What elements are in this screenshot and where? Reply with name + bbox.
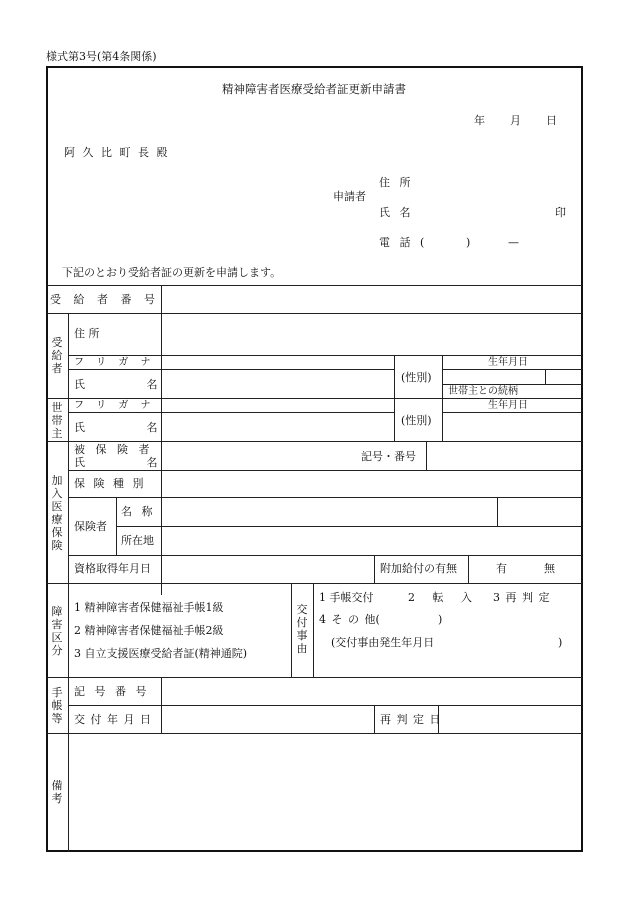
insurer-location-label: 所在地 [121, 534, 154, 547]
applicant-label: 申請者 [333, 190, 366, 203]
reason-date-label: (交付事由発生年月日 [331, 636, 435, 649]
householder-furigana-label: フ リ ガ ナ [74, 400, 151, 411]
phone-label: 電 話 ( [379, 236, 425, 249]
seal-mark: 印 [555, 206, 566, 219]
recipient-number-field[interactable] [162, 286, 582, 313]
rule [374, 705, 375, 733]
phone-close-paren: ) [466, 236, 471, 249]
rule [313, 583, 314, 677]
recipient-name-label: 氏 名 [74, 378, 158, 391]
recipient-birthdate-field[interactable] [443, 370, 582, 384]
householder-gender-label: (性別) [401, 414, 432, 427]
date-day-label: 日 [546, 114, 557, 127]
phone-dash: — [508, 236, 519, 249]
recipient-number-label: 受 給 者 番 号 [50, 293, 155, 306]
rule [116, 497, 117, 555]
reason-option-2[interactable]: 2 転 入 [408, 591, 472, 604]
insurer-name-field[interactable] [162, 498, 497, 526]
insured-label-line1: 被 保 険 者 [74, 443, 150, 456]
reason-option-4-close: ) [438, 613, 443, 626]
recipient-birthdate-label: 生年月日 [488, 357, 528, 368]
rule [291, 583, 292, 677]
issue-date-field[interactable] [162, 706, 374, 733]
insurer-label: 保険者 [74, 520, 107, 533]
insurance-type-label: 保 険 種 別 [74, 477, 144, 490]
rule [47, 583, 582, 584]
date-year-label: 年 [474, 114, 485, 127]
recipient-relation-label: 世帯主との続柄 [448, 386, 518, 397]
rejudge-date-label: 再 判 定 日 [380, 713, 441, 726]
reason-option-1[interactable]: 1 手帳交付 [319, 591, 374, 604]
qualified-date-field[interactable] [162, 556, 374, 583]
recipient-furigana-field[interactable] [162, 356, 394, 369]
option-yes[interactable]: 有 [496, 562, 507, 575]
rule [468, 555, 469, 583]
form-title: 精神障害者医療受給者証更新申請書 [222, 82, 406, 96]
householder-name-label: 氏 名 [74, 421, 158, 434]
applicant-address-label: 住 所 [379, 176, 411, 189]
householder-birthdate-field[interactable] [443, 413, 582, 441]
rule [497, 497, 498, 526]
qualified-date-label: 資格取得年月日 [74, 562, 151, 575]
reason-option-3[interactable]: 3 再 判 定 [493, 591, 550, 604]
handbook-number-field[interactable] [162, 678, 582, 705]
date-month-label: 月 [510, 114, 521, 127]
applicant-name-label: 氏 名 [379, 206, 411, 219]
insurance-symbol-number-field[interactable] [427, 442, 582, 470]
disability-option-3[interactable]: 3 自立支援医療受給者証(精神通院) [74, 647, 248, 660]
disability-option-1[interactable]: 1 精神障害者保健福祉手帳1級 [74, 601, 224, 614]
issue-reason-label: 交付事由 [296, 603, 308, 655]
recipient-furigana-label: フ リ ガ ナ [74, 357, 151, 368]
householder-furigana-field[interactable] [162, 399, 394, 412]
application-statement: 下記のとおり受給者証の更新を申請します。 [62, 266, 282, 279]
insurance-type-field[interactable] [162, 471, 582, 497]
recipient-group-label: 受給者 [51, 336, 63, 375]
addressee: 阿 久 比 町 長 殿 [64, 146, 168, 159]
rejudge-date-field[interactable] [439, 706, 582, 733]
recipient-address-label: 住 所 [74, 327, 100, 340]
handbook-number-label: 記 号 番 号 [74, 685, 147, 698]
remarks-field[interactable] [69, 734, 582, 851]
symbol-number-label: 記号・番号 [361, 450, 416, 463]
insured-name-field[interactable] [162, 442, 354, 470]
householder-group-label: 世帯主 [51, 401, 63, 440]
householder-birthdate-label: 生年月日 [488, 400, 528, 411]
disability-option-2[interactable]: 2 精神障害者保健福祉手帳2級 [74, 624, 224, 637]
insured-label-line2: 氏 名 [74, 456, 158, 469]
insurer-location-field[interactable] [162, 527, 582, 555]
recipient-address-field[interactable] [162, 314, 582, 355]
disability-group-label: 障害区分 [51, 605, 63, 657]
reason-date-close: ) [558, 636, 563, 649]
rule [394, 355, 395, 441]
issue-date-label: 交 付 年 月 日 [74, 713, 151, 726]
recipient-relation-field[interactable] [546, 385, 582, 398]
handbook-group-label: 手帳等 [51, 686, 63, 725]
reason-option-4[interactable]: 4 そ の 他( [319, 613, 380, 626]
rule [374, 555, 375, 583]
recipient-gender-label: (性別) [401, 371, 432, 384]
supplementary-benefit-label: 附加給付の有無 [380, 562, 457, 575]
form-number: 様式第3号(第4条関係) [46, 50, 157, 63]
recipient-name-field[interactable] [162, 370, 394, 398]
insurance-group-label: 加入医療保険 [51, 474, 63, 552]
householder-name-field[interactable] [162, 413, 394, 441]
option-no[interactable]: 無 [544, 562, 555, 575]
insurer-name-label: 名 称 [121, 505, 153, 518]
remarks-label: 備考 [51, 779, 63, 805]
